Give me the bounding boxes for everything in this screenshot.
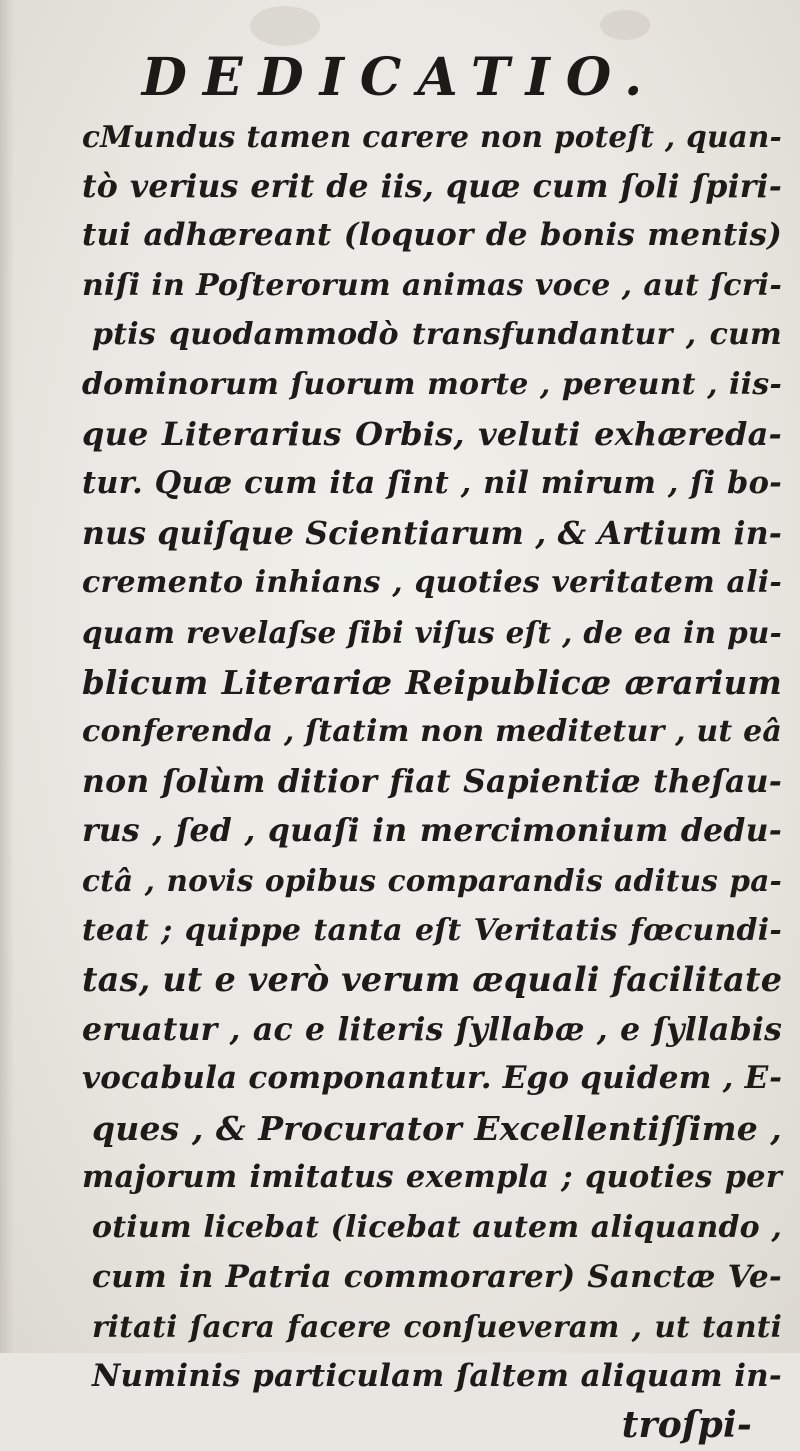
- text-line-catchword: troſpi-: [621, 1404, 752, 1447]
- body-text: [82, 112, 782, 1451]
- text-line: otium licebat (licebat autem aliquando ,: [92, 1210, 782, 1246]
- page-edge-shadow: [0, 0, 14, 1353]
- text-line: vocabula componantur. Ego quidem , E-: [82, 1060, 783, 1097]
- paper-stain: [600, 10, 650, 40]
- text-line: que Literarius Orbis, veluti exhæreda-: [82, 414, 782, 453]
- text-line: quam revelaſse ſibi viſus eſt , de ea in pu-: [82, 614, 782, 650]
- text-line: tas, ut e verò verum æquali facilitate: [82, 960, 783, 1000]
- text-line: blicum Literariæ Reipublicæ ærarium: [82, 662, 782, 702]
- text-line: tò verius erit de iis, quæ cum ſoli ſpiri-: [82, 167, 782, 205]
- paper-stain: [250, 6, 320, 46]
- text-line: cMundus tamen carere non poteſt , quan-: [82, 119, 782, 154]
- text-line: niſi in Poſterorum animas voce , aut ſcri-: [82, 267, 782, 303]
- text-line: nus quiſque Scientiarum , & Artium in-: [82, 514, 783, 552]
- text-line: rus , ſed , quaſi in mercimonium dedu-: [82, 812, 782, 850]
- text-line: teat ; quippe tanta eſt Veritatis fœcundi-: [82, 912, 782, 948]
- page-heading: DEDICATIO.: [141, 47, 659, 108]
- text-line: ctâ , novis opibus comparandis aditus pa-: [82, 862, 782, 898]
- text-line: eruatur , ac e literis ſyllabæ , e ſyllabis: [82, 1010, 782, 1048]
- text-line: tui adhæreant (loquor de bonis mentis): [82, 217, 782, 254]
- text-line: majorum imitatus exempla ; quoties per: [82, 1159, 782, 1196]
- text-line: cremento inhians , quoties veritatem ali-: [82, 565, 782, 601]
- text-line: ptis quodammodò transfundantur , cum: [92, 317, 782, 353]
- text-line: non ſolùm ditior fiat Sapientiæ theſau-: [82, 762, 782, 800]
- text-line: ritati ſacra facere conſueveram , ut tanti: [92, 1309, 782, 1345]
- text-line: Numinis particulam ſaltem aliquam in-: [92, 1357, 782, 1394]
- text-line: dominorum ſuorum morte , pereunt , iis-: [82, 366, 782, 402]
- text-line: tur. Quæ cum ita ſint , nil mirum , ſi bo-: [82, 465, 782, 502]
- text-line: cum in Patria commorarer) Sanctæ Ve-: [92, 1258, 782, 1295]
- text-line: conferenda , ſtatim non meditetur , ut eâ: [82, 714, 783, 750]
- text-line: ques , & Procurator Excellentiſſime ,: [92, 1108, 782, 1148]
